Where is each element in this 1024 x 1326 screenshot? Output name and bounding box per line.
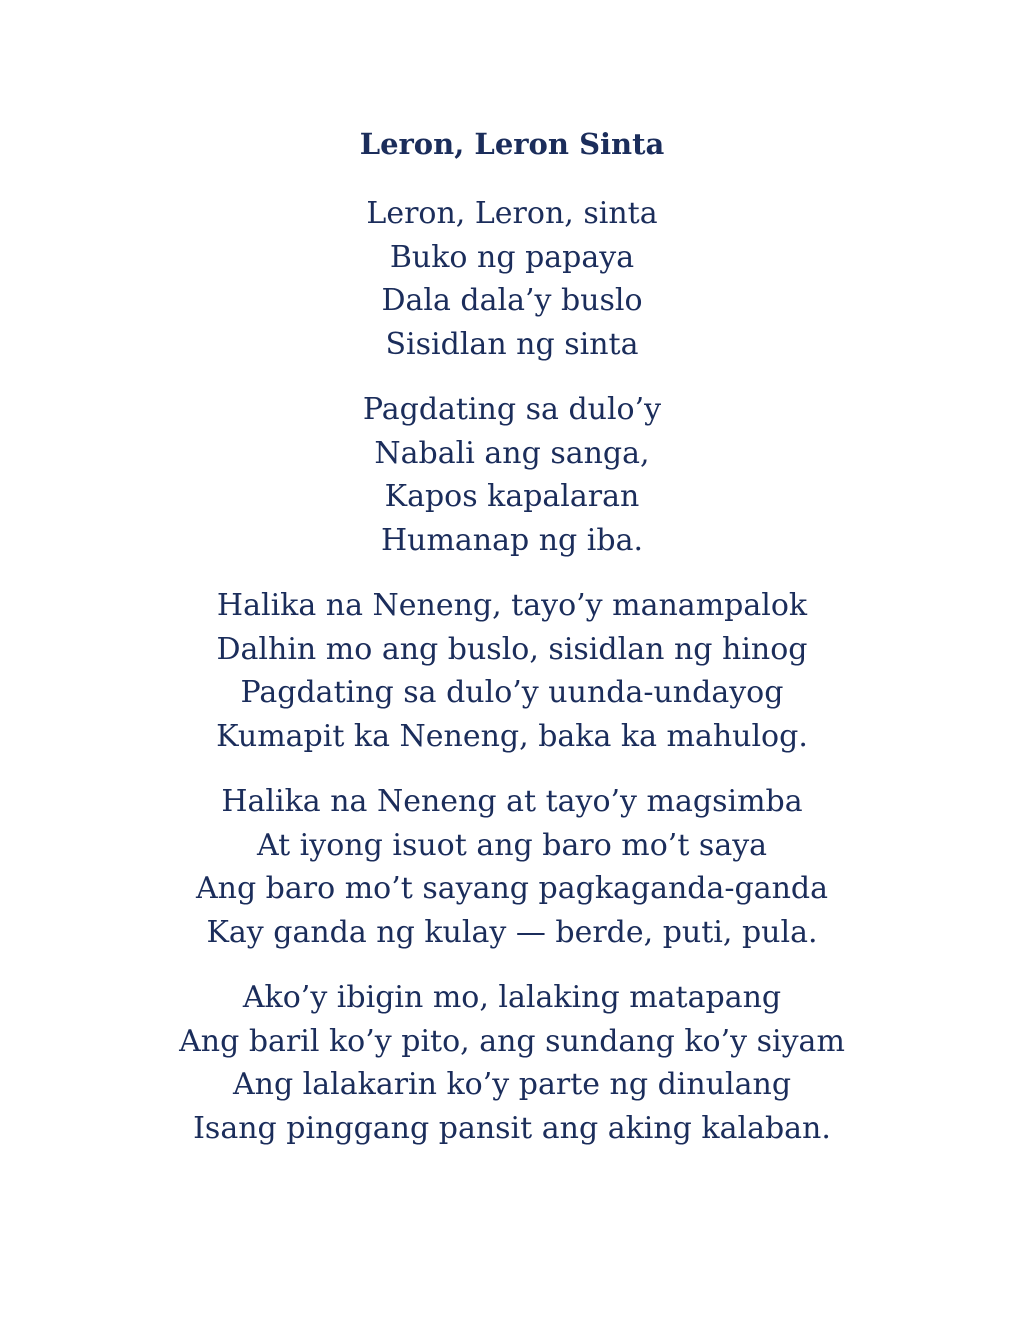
verse-line: Pagdating sa dulo’y uunda-undayog <box>240 675 784 710</box>
stanza-4 <box>0 780 1024 954</box>
verse-line: Kay ganda ng kulay — berde, puti, pula. <box>206 914 818 950</box>
stanza-3 <box>0 584 1024 758</box>
stanza-2 <box>0 388 1024 562</box>
verse-line: Sisidlan ng sinta <box>385 326 639 362</box>
verse-line: Pagdating sa dulo’y <box>362 392 662 427</box>
verse-line: Buko ng papaya <box>389 239 635 275</box>
verse-line: Ang lalakarin ko’y parte ng dinulang <box>232 1067 792 1102</box>
verse-line: Leron, Leron, sinta <box>366 196 658 231</box>
verse-line: Ang baro mo’t sayang pagkaganda-ganda <box>195 871 829 906</box>
verse-line: Humanap ng iba. <box>380 522 644 558</box>
stanza-5 <box>0 976 1024 1150</box>
stanza-1 <box>0 192 1024 366</box>
verse-line: Dala dala’y buslo <box>381 283 643 318</box>
verse-line: Kumapit ka Neneng, baka ka mahulog. <box>216 718 808 754</box>
verse-line: Ako’y ibigin mo, lalaking matapang <box>242 980 782 1015</box>
verse-line: Ang baril ko’y pito, ang sundang ko’y siyam <box>179 1023 845 1059</box>
verse-line: Halika na Neneng, tayo’y manampalok <box>216 588 808 623</box>
song-title: Leron, Leron Sinta <box>359 127 665 161</box>
verse-line: Kapos kapalaran <box>384 479 640 514</box>
verse-line: At iyong isuot ang baro mo’t saya <box>256 827 768 863</box>
verse-line: Nabali ang sanga, <box>374 435 650 471</box>
verse-line: Dalhin mo ang buslo, sisidlan ng hinog <box>216 631 808 667</box>
verse-line: Isang pinggang pansit ang aking kalaban. <box>193 1110 831 1146</box>
verse-line: Halika na Neneng at tayo’y magsimba <box>221 784 803 819</box>
